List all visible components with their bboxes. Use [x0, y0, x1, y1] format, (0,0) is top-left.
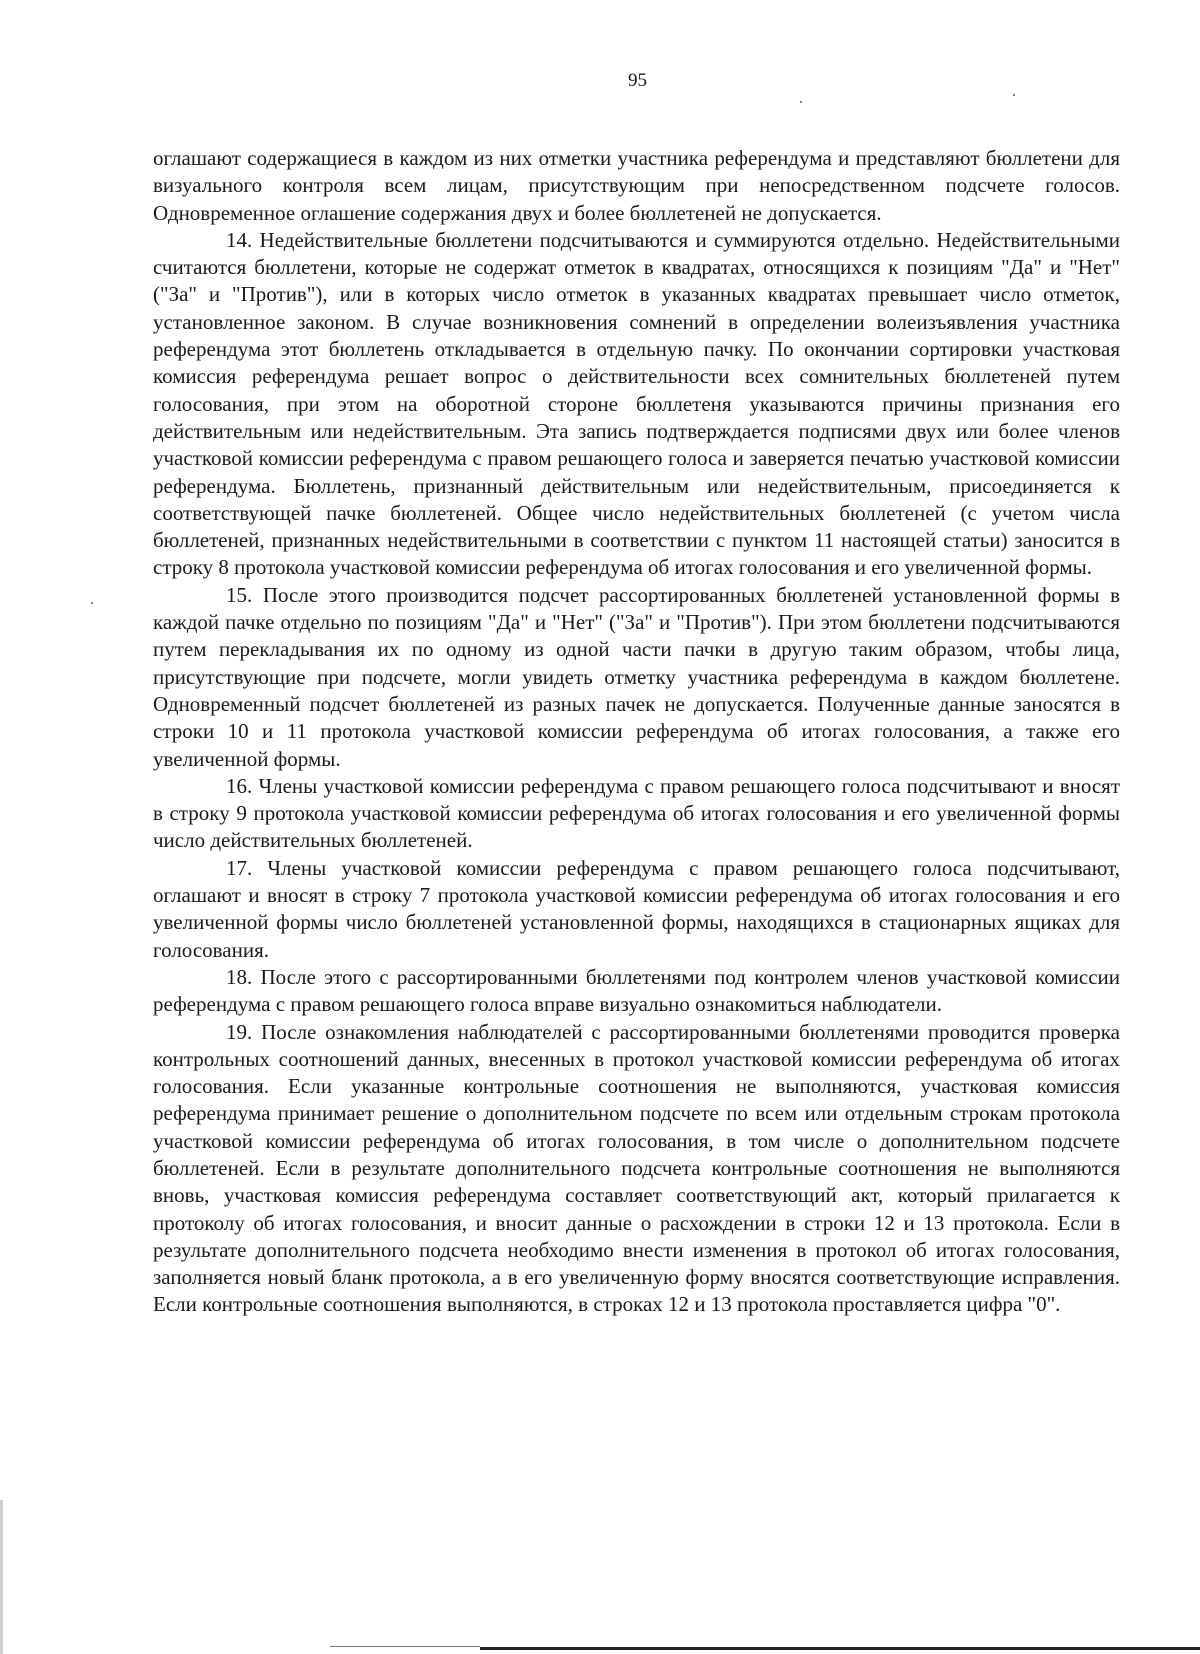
scan-speck — [91, 602, 93, 604]
paragraph-continuation: оглашают содержащиеся в каждом из них отметки участника референдума и представляют бюллетени для визуального контроля всем лицам, присутствующим при непосредственном подсчете голосов. Одновременное оглашение содержания двух и более бюллетеней не допускается. — [153, 146, 1120, 225]
scan-speck — [1013, 94, 1015, 96]
scan-speck — [800, 101, 802, 103]
scan-edge-artifact — [0, 1500, 3, 1654]
paragraph-17: 17. Члены участковой комиссии референдума с правом решающего голоса подсчитывают, оглашают и вносят в строку 7 протокола участковой комиссии референдума об итогах голосования и его увеличенной формы число бюллетеней установленной формы, находящихся в стационарных ящиках для голосования. — [153, 855, 1120, 962]
paragraph-19: 19. После ознакомления наблюдателей с рассортированными бюллетенями проводится проверка контрольных соотношений данных, внесенных в протокол участковой комиссии референдума об итогах голосования. Если указанные контрольные соотношения не выполняются, участковая комиссия референдума принимает решение о дополнительном подсчете по всем или отдельным строкам протокола участковой комиссии референдума об итогах голосования, в том числе о дополнительном подсчете бюллетеней. Если в результате дополнительного подсчета контрольные соотношения не выполняются вновь, участковая комиссия референдума составляет соответствующий акт, который прилагается к протоколу об итогах голосования, и вносит данные о расхождении в строки 12 и 13 протокола. Если в результате дополнительного подсчета необходимо внести изменения в протокол об итогах голосования, заполняется новый бланк протокола, а в его увеличенную форму вносятся соответствующие исправления. Если контрольные соотношения выполняются, в строках 12 и 13 протокола проставляется цифра "0". — [153, 1019, 1120, 1317]
paragraph-14: 14. Недействительные бюллетени подсчитываются и суммируются отдельно. Недействительными считаются бюллетени, которые не содержат отметок в квадратах, относящихся к позициям "Да" и "Нет" ("За" и "Против"), или в которых число отметок в указанных квадратах превышает число отметок, установленное законом. В случае возникновения сомнений в определении волеизъявления участника референдума этот бюллетень откладывается в отдельную пачку. По окончании сортировки участковая комиссия референдума решает вопрос о действительности всех сомнительных бюллетеней путем голосования, при этом на оборотной стороне бюллетеня указываются причины признания его действительным или недействительным. Эта запись подтверждается подписями двух или более членов участковой комиссии референдума с правом решающего голоса и заверяется печатью участковой комиссии референдума. Бюллетень, признанный действительным или недействительным, присоединяется к соответствующей пачке бюллетеней. Общее число недействительных бюллетеней (с учетом числа бюллетеней, признанных недействительными в соответствии с пунктом 11 настоящей статьи) заносится в строку 8 протокола участковой комиссии референдума об итогах голосования и его увеличенной формы. — [153, 227, 1120, 580]
page-number: 95 — [628, 70, 647, 91]
scan-bottom-edge — [480, 1647, 1200, 1650]
scan-bottom-edge — [330, 1646, 480, 1647]
paragraph-15: 15. После этого производится подсчет рассортированных бюллетеней установленной формы в каждой пачке отдельно по позициям "Да" и "Нет" ("За" и "Против"). При этом бюллетени подсчитываются путем перекладывания их по одному из одной части пачки в другую таким образом, чтобы лица, присутствующие при подсчете, могли увидеть отметку участника референдума в каждом бюллетене. Одновременный подсчет бюллетеней из разных пачек не допускается. Полученные данные заносятся в строки 10 и 11 протокола участковой комиссии референдума об итогах голосования, а также его увеличенной формы. — [153, 582, 1120, 771]
body-text — [153, 145, 1120, 1319]
paragraph-18: 18. После этого с рассортированными бюллетенями под контролем членов участковой комиссии референдума с правом решающего голоса вправе визуально ознакомиться наблюдатели. — [153, 964, 1120, 1017]
paragraph-16: 16. Члены участковой комиссии референдума с правом решающего голоса подсчитывают и вносят в строку 9 протокола участковой комиссии референдума об итогах голосования и его увеличенной формы число действительных бюллетеней. — [153, 773, 1120, 853]
